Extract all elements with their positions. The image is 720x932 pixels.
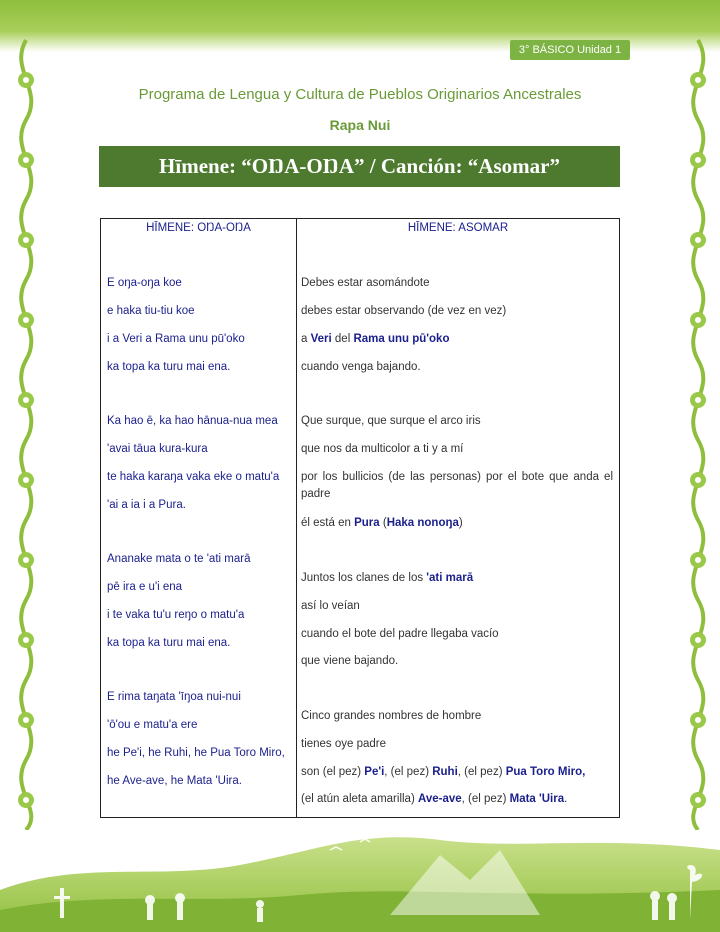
rapanui-column-header: HĪMENE: OŊA-OŊA (146, 222, 251, 234)
rapanui-line: pē ira e u'i ena (107, 581, 183, 593)
spanish-line: cuando el bote del padre llegaba vacío (301, 628, 499, 640)
spanish-column-header: HĪMENE: ASOMAR (407, 222, 509, 234)
rapanui-line: te haka karaŋa vaka eke o matu'a (107, 471, 280, 483)
subtitle: Rapa Nui (329, 117, 391, 133)
spanish-line: Que surque, que surque el arco iris (301, 415, 481, 427)
rapanui-line: he Pe'i, he Ruhi, he Pua Toro Miro, (107, 747, 285, 759)
column-divider (296, 219, 297, 817)
rapanui-line: Ananake mata o te 'ati marā (107, 553, 251, 565)
spanish-line: por los bullicios (de las personas) por el bote que anda el padre (301, 471, 613, 500)
rapanui-line: he Ave-ave, he Mata 'Uira. (107, 775, 242, 787)
spanish-line: a Veri del Rama unu pū'oko (301, 333, 450, 345)
right-decorative-border (676, 30, 720, 830)
spanish-line: son (el pez) Pe'i, (el pez) Ruhi, (el pez) Pua Toro Miro, (301, 766, 586, 778)
spanish-line: Cinco grandes nombres de hombre (301, 710, 482, 722)
rapanui-line: E rima taŋata 'īŋoa nui-nui (107, 691, 241, 703)
rapanui-line: 'ai a ia i a Pura. (107, 499, 186, 511)
rapanui-line: 'ō'ou e matu'a ere (107, 719, 198, 731)
grade-unit-badge: 3° BÁSICO Unidad 1 (510, 40, 630, 60)
spanish-line: que nos da multicolor a ti y a mí (301, 443, 464, 455)
spanish-line: debes estar observando (de vez en vez) (301, 305, 507, 317)
rapanui-line: E oŋa-oŋa koe (107, 277, 182, 289)
landscape-footer-illustration (0, 820, 720, 932)
song-table (100, 218, 620, 818)
spanish-line: que viene bajando. (301, 655, 399, 667)
spanish-line: Debes estar asomándote (301, 277, 430, 289)
rapanui-line: e haka tiu-tiu koe (107, 305, 195, 317)
spanish-line: (el atún aleta amarilla) Ave-ave, (el pez) Mata 'Uira. (301, 793, 568, 805)
rapanui-line: ka topa ka turu mai ena. (107, 637, 231, 649)
rapanui-line: i te vaka tu'u reŋo o matu'a (107, 609, 245, 621)
program-title: Programa de Lengua y Cultura de Pueblos Originarios Ancestrales (138, 86, 582, 103)
spanish-line: Juntos los clanes de los 'ati marā (301, 572, 474, 584)
rapanui-line: ka topa ka turu mai ena. (107, 361, 231, 373)
spanish-line: cuando venga bajando. (301, 361, 421, 373)
rapanui-line: Ka hao ē, ka hao hānua-nua mea (107, 415, 278, 427)
song-title-banner: Hīmene: “OŊA-OŊA” / Canción: “Asomar” (99, 146, 620, 187)
spanish-line: tienes oye padre (301, 738, 387, 750)
rapanui-line: 'avai tāua kura-kura (107, 443, 208, 455)
left-decorative-border (4, 30, 48, 830)
rapanui-line: i a Veri a Rama unu pū'oko (107, 333, 245, 345)
spanish-line: él está en Pura (Haka nonoŋa) (301, 517, 463, 529)
spanish-line: así lo veían (301, 600, 360, 612)
